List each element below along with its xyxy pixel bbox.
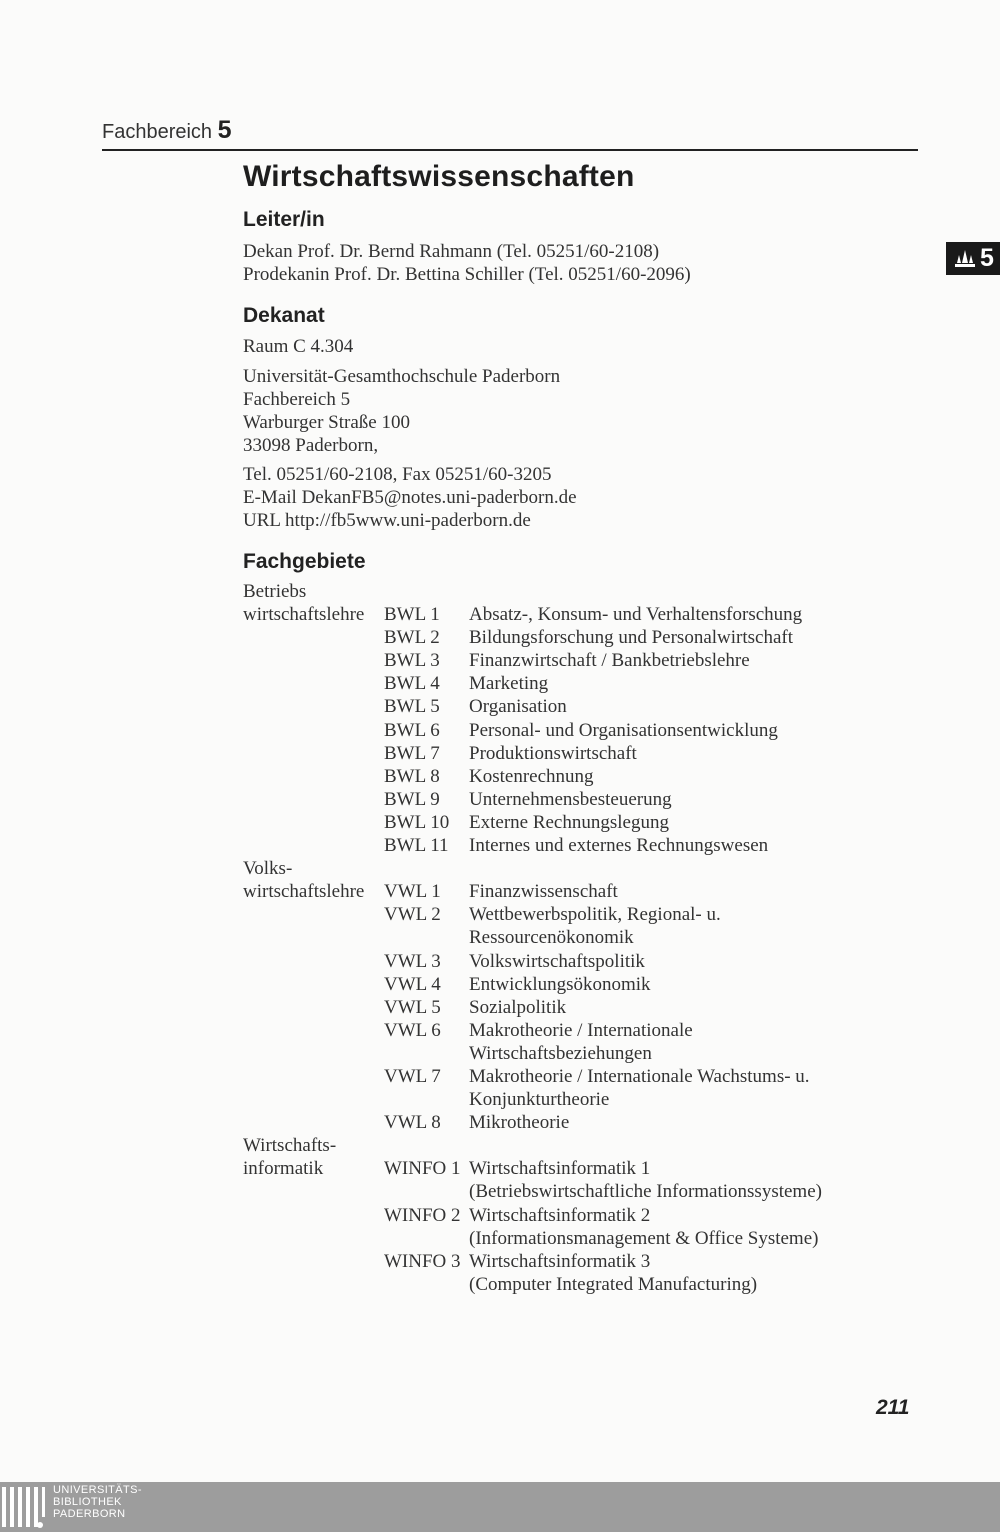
- fachgebiet-name: Organisation: [469, 696, 567, 718]
- fachgebiet-name: Wirtschaftsinformatik 2: [469, 1204, 651, 1226]
- fachgebiet-name: Internes und externes Rechnungswesen: [469, 835, 769, 857]
- fachgebiet-code: WINFO 1: [384, 1158, 461, 1180]
- university-logo-icon: [954, 247, 976, 269]
- fachgebiet-code: BWL 8: [384, 765, 440, 787]
- library-name: [53, 1484, 142, 1520]
- fachgebiet-name: Produktionswirtschaft: [469, 742, 637, 764]
- fachgebiet-group: wirtschaftslehre: [243, 604, 365, 626]
- fachgebiet-code: VWL 7: [384, 1065, 441, 1087]
- section-header: [102, 116, 232, 145]
- library-name-line: BIBLIOTHEK: [53, 1496, 122, 1508]
- fachgebiet-name: (Betriebswirtschaftliche Informationssysteme): [469, 1181, 822, 1203]
- chapter-tab-marker: [946, 242, 1000, 275]
- fachgebiet-name: Mikrotheorie: [469, 1112, 570, 1134]
- fachgebiet-name: Wirtschaftsinformatik 1: [469, 1158, 651, 1180]
- library-name-line: PADERBORN: [53, 1508, 126, 1520]
- fachgebiet-code: BWL 2: [384, 627, 440, 649]
- fachgebiete-heading: Fachgebiete: [243, 550, 366, 573]
- section-label: Fachbereich: [102, 121, 213, 143]
- fachgebiet-name: Makrotheorie / Internationale Wachstums- u.: [469, 1065, 810, 1087]
- fachgebiet-code: BWL 5: [384, 696, 440, 718]
- library-name-line: UNIVERSITÄTS-: [53, 1484, 142, 1496]
- dekanat-heading: Dekanat: [243, 304, 325, 327]
- fachgebiet-name: (Informationsmanagement & Office Systeme): [469, 1227, 819, 1249]
- fachgebiet-group: Wirtschafts-: [243, 1135, 337, 1157]
- contact-email: E-Mail DekanFB5@notes.uni-paderborn.de: [243, 487, 577, 508]
- page-number: 211: [876, 1396, 910, 1419]
- address-line: Universität-Gesamthochschule Paderborn: [243, 366, 561, 387]
- address-line: Warburger Straße 100: [243, 412, 410, 433]
- fachgebiet-name: Wettbewerbspolitik, Regional- u.: [469, 904, 721, 926]
- dekanat-room: Raum C 4.304: [243, 336, 354, 357]
- fachgebiet-name: Kostenrechnung: [469, 765, 594, 787]
- fachgebiet-group: wirtschaftslehre: [243, 881, 365, 903]
- leitung-heading: Leiter/in: [243, 208, 325, 231]
- fachgebiet-code: BWL 10: [384, 811, 450, 833]
- chapter-tab-number: 5: [980, 244, 994, 272]
- section-number: 5: [217, 116, 232, 144]
- fachgebiet-code: BWL 9: [384, 788, 440, 810]
- address-line: 33098 Paderborn,: [243, 435, 379, 456]
- fachgebiet-code: VWL 3: [384, 950, 441, 972]
- fachgebiet-code: VWL 6: [384, 1019, 441, 1041]
- fachgebiet-name: Finanzwirtschaft / Bankbetriebslehre: [469, 650, 750, 672]
- fachgebiet-name: Ressourcenökonomik: [469, 927, 634, 949]
- fachgebiet-code: VWL 1: [384, 881, 441, 903]
- fachgebiet-group: informatik: [243, 1158, 324, 1180]
- fachgebiet-code: BWL 7: [384, 742, 440, 764]
- fachgebiet-name: Externe Rechnungslegung: [469, 811, 669, 833]
- fachgebiet-code: VWL 8: [384, 1112, 441, 1134]
- fachgebiet-code: VWL 5: [384, 996, 441, 1018]
- fachgebiet-name: Personal- und Organisationsentwicklung: [469, 719, 778, 741]
- fachgebiet-code: BWL 11: [384, 835, 449, 857]
- fachgebiet-name: Bildungsforschung und Personalwirtschaft: [469, 627, 794, 649]
- footer-logo-dot: [37, 1522, 43, 1528]
- fachgebiet-code: WINFO 2: [384, 1204, 461, 1226]
- fachgebiet-code: BWL 3: [384, 650, 440, 672]
- fachgebiet-code: WINFO 3: [384, 1250, 461, 1272]
- library-footer: [0, 1482, 1000, 1532]
- fachgebiet-name: Marketing: [469, 673, 549, 695]
- fachgebiet-name: Absatz-, Konsum- und Verhaltensforschung: [469, 604, 803, 626]
- fachgebiet-name: Makrotheorie / Internationale: [469, 1019, 693, 1041]
- contact-url: URL http://fb5www.uni-paderborn.de: [243, 510, 531, 531]
- fachgebiet-code: BWL 6: [384, 719, 440, 741]
- fachgebiet-name: Sozialpolitik: [469, 996, 567, 1018]
- fachgebiet-name: (Computer Integrated Manufacturing): [469, 1273, 758, 1295]
- fachgebiet-name: Wirtschaftsbeziehungen: [469, 1042, 652, 1064]
- fachgebiet-code: BWL 1: [384, 604, 440, 626]
- page-title: Wirtschaftswissenschaften: [243, 160, 635, 193]
- fachgebiet-code: BWL 4: [384, 673, 440, 695]
- fachgebiet-name: Entwicklungsökonomik: [469, 973, 651, 995]
- fachgebiet-group: Betriebs: [243, 581, 307, 602]
- header-divider: [102, 149, 918, 151]
- fachgebiet-group: Volks-: [243, 858, 293, 880]
- fachgebiet-code: VWL 2: [384, 904, 441, 926]
- fachgebiet-name: Finanzwissenschaft: [469, 881, 618, 903]
- contact-phone-fax: Tel. 05251/60-2108, Fax 05251/60-3205: [243, 464, 552, 485]
- fachgebiet-name: Konjunkturtheorie: [469, 1089, 610, 1111]
- fachgebiet-name: Unternehmensbesteuerung: [469, 788, 672, 810]
- fachgebiet-name: Wirtschaftsinformatik 3: [469, 1250, 651, 1272]
- leitung-line: Prodekanin Prof. Dr. Bettina Schiller (Tel. 05251/60-2096): [243, 264, 691, 285]
- address-line: Fachbereich 5: [243, 389, 351, 410]
- fachgebiet-name: Volkswirtschaftspolitik: [469, 950, 645, 972]
- leitung-line: Dekan Prof. Dr. Bernd Rahmann (Tel. 05251/60-2108): [243, 241, 660, 262]
- fachgebiet-code: VWL 4: [384, 973, 441, 995]
